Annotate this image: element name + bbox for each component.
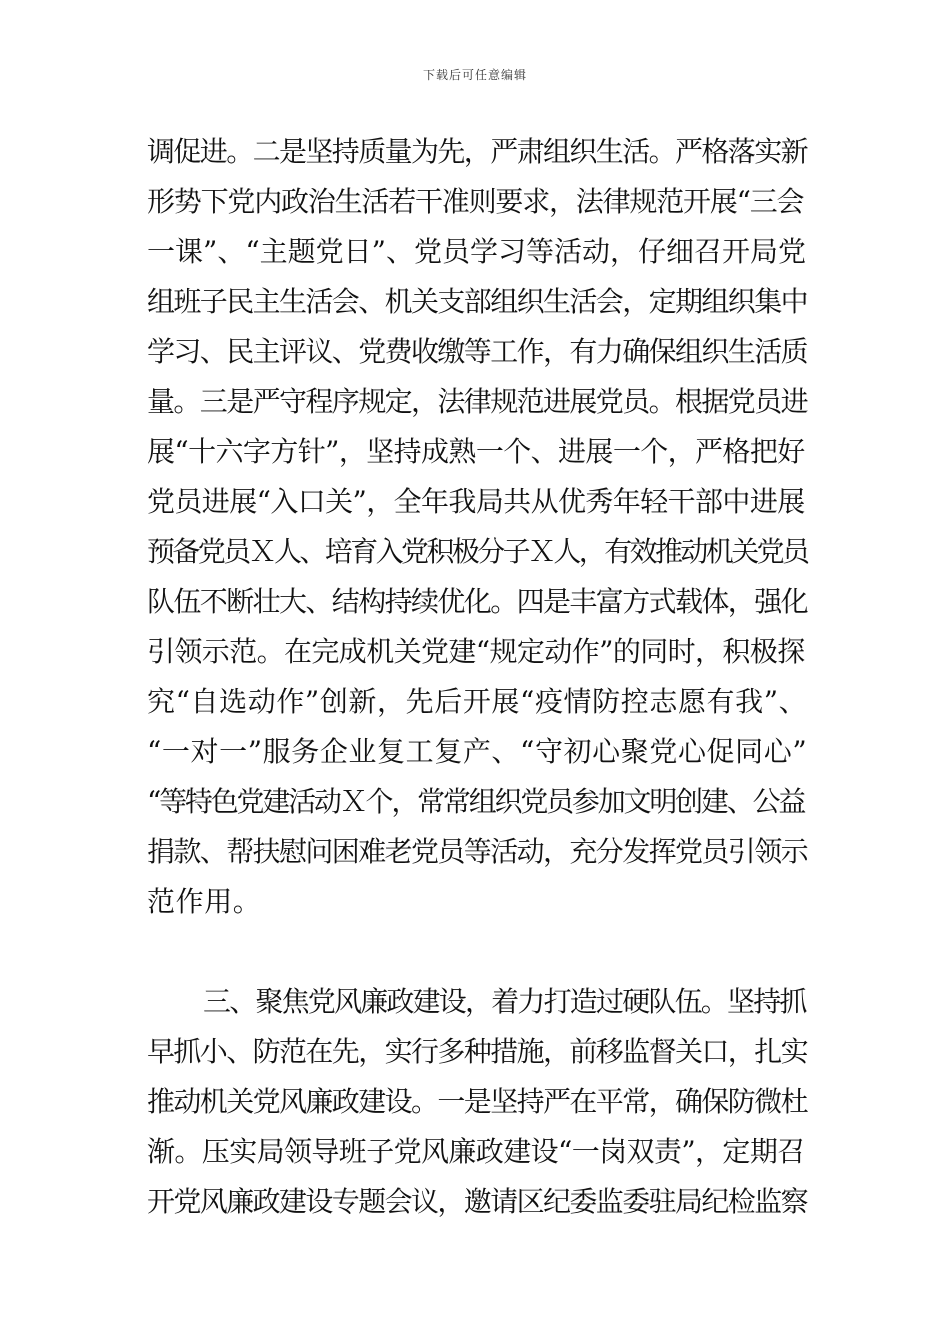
- body-line: 一课”、“主题党日”、党员学习等活动，仔细召开局党: [147, 235, 806, 268]
- paragraph-first-line: 三、聚焦党风廉政建设，着力打造过硬队伍。坚持抓: [203, 985, 806, 1018]
- body-line: 学习、民主评议、党费收缴等工作，有力确保组织生活质: [147, 335, 808, 368]
- body-line: 调促进。二是坚持质量为先，严肃组织生活。严格落实新: [147, 135, 808, 168]
- body-line: 渐。压实局领导班子党风廉政建设“一岗双责”，定期召: [147, 1135, 805, 1168]
- header-note: 下载后可任意编辑: [422, 68, 527, 82]
- body-line: 捐款、帮扶慰问困难老党员等活动，充分发挥党员引领示: [147, 835, 808, 868]
- body-line: 组班子民主生活会、机关支部组织生活会，定期组织集中: [147, 285, 808, 318]
- body-line: 推动机关党风廉政建设。一是坚持严在平常，确保防微杜: [147, 1085, 808, 1118]
- body-line: 究“自选动作”创新，先后开展“疫情防控志愿有我”、: [147, 685, 808, 718]
- body-line: 党员进展“入口关”，全年我局共从优秀年轻干部中进展: [147, 485, 805, 518]
- body-line: 开党风廉政建设专题会议，邀请区纪委监委驻局纪检监察: [147, 1185, 808, 1218]
- body-line: “等特色党建活动Ｘ个，常常组织党员参加文明创建、公益: [147, 785, 805, 818]
- body-line: 展“十六字方针”，坚持成熟一个、进展一个，严格把好: [147, 435, 805, 468]
- body-line: 量。三是严守程序规定，法律规范进展党员。根据党员进: [147, 385, 808, 418]
- body-line: 预备党员Ｘ人、培育入党积极分子Ｘ人，有效推动机关党员: [147, 535, 808, 568]
- body-line: 队伍不断壮大、结构持续优化。四是丰富方式载体，强化: [147, 585, 808, 618]
- body-line: 形势下党内政治生活若干准则要求，法律规范开展“三会: [147, 185, 804, 218]
- body-line: 引领示范。在完成机关党建“规定动作”的同时，积极探: [147, 635, 805, 668]
- body-line: “一对一”服务企业复工复产、“守初心聚党心促同心”: [147, 735, 808, 768]
- body-line: 范作用。: [147, 885, 262, 918]
- body-line: 早抓小、防范在先，实行多种措施，前移监督关口，扎实: [147, 1035, 808, 1068]
